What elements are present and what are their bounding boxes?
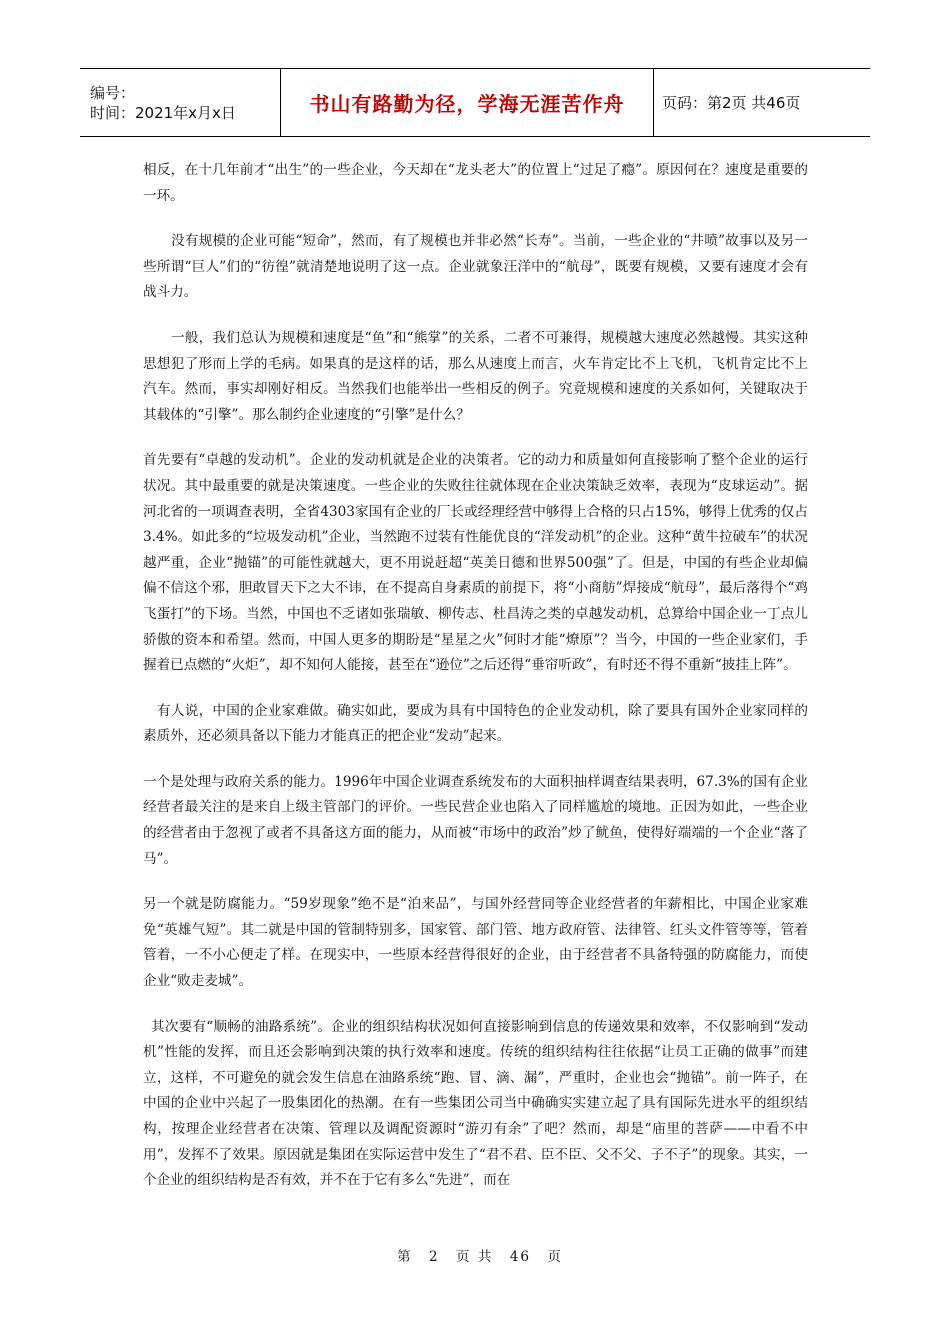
- footer-page-number: 2: [428, 1249, 440, 1265]
- paragraph: 没有规模的企业可能“短命”，然而，有了规模也并非必然“长寿”。当前，一些企业的“井喷”故事以及另一些所谓“巨人”们的“彷徨”就清楚地说明了这一点。企业就象汪洋中的“航母”，既要有规模，又要有速度才会有战斗力。: [143, 233, 808, 301]
- header-page-info: [654, 69, 870, 136]
- paragraph: 首先要有“卓越的发动机”。企业的发动机就是企业的决策者。它的动力和质量如何直接影响了整个企业的运行状况。其中最重要的就是决策速度。一些企业的失败往往就体现在企业决策缺乏效率，表现为“皮球运动”。据河北省的一项调查表明，全省4303家国有企业的厂长或经理经营中够得上合格的只占15%，够得上优秀的仅占3.4%。如此多的“垃圾发动机”企业，当然跑不过装有性能优良的“洋发动机”的企业。这种“黄牛拉破车”的状况越严重，企业“抛锚”的可能性就越大，更不用说赶超“英美日德和世界500强”了。但是，中国的有些企业却偏偏不信这个邪，胆敢冒天下之大不讳，在不提高自身素质的前提下，将“小商舫”焊接成“航母”，最后落得个“鸡飞蛋打”的下场。当然，中国也不乏诸如张瑞敏、柳传志、杜昌涛之类的卓越发动机，总算给中国企业一丁点儿骄傲的资本和希望。然而，中国人更多的期盼是“星星之火”何时才能“燎原”？当今，中国的一些企业家们，手握着已点燃的“火炬”，却不知何人能接，甚至在“逊位”之后还得“垂帘听政”，有时还不得不重新“披挂上阵”。: [143, 452, 808, 674]
- header-meta: [80, 69, 280, 136]
- code-label: 编号：: [90, 83, 136, 102]
- paragraph: 另一个就是防腐能力。“59岁现象”绝不是“泊来品”，与国外经营同等企业经营者的年薪相比，中国企业家难免“英雄气短”。其二就是中国的管制特别多，国家管、部门管、地方政府管、法律管、红头文件管等等，管着管着，一不小心便走了样。在现实中，一些原本经营得很好的企业，由于经营者不具备特强的防腐能力，而使企业“败走麦城”。: [143, 896, 808, 990]
- time-label: 时间：2021年x月x日: [90, 103, 236, 122]
- document-body: [143, 158, 808, 1214]
- paragraph: 一般，我们总认为规模和速度是“鱼”和“熊掌”的关系，二者不可兼得，规模越大速度必然越慢。其实这种思想犯了形而上学的毛病。如果真的是这样的话，那么从速度上而言，火车肯定比不上飞机，飞机肯定比不上汽车。然而，事实却刚好相反。当然我们也能举出一些相反的例子。究竟规模和速度的关系如何，关键取决于其载体的“引擎”。那么制约企业速度的“引擎”是什么？: [143, 329, 808, 423]
- page-header: [80, 68, 870, 137]
- footer-total-pages: 46: [509, 1249, 532, 1265]
- header-motto: [280, 69, 654, 136]
- page-footer: [0, 1245, 950, 1265]
- motto-text: 书山有路勤为径，学海无涯苦作舟: [309, 92, 625, 116]
- paragraph: 其次要有“顺畅的油路系统”。企业的组织结构状况如何直接影响到信息的传递效果和效率，不仅影响到“发动机”性能的发挥，而且还会影响到决策的执行效率和速度。传统的组织结构往往依据“让员工正确的做事”而建立，这样，不可避免的就会发生信息在油路系统“跑、冒、滴、漏”，严重时，企业也会“抛锚”。前一阵子，在中国的企业中兴起了一股集团化的热潮。在有一些集团公司当中确确实实建立起了具有国际先进水平的组织结构，按理企业经营者在决策、管理以及调配资源时“游刃有余”了吧？然而，却是“庙里的菩萨——中看不中用”，发挥不了效果。原因就是集团在实际运营中发生了“君不君、臣不臣、父不父、子不子”的现象。其实，一个企业的组织结构是否有效，并不在于它有多么“先进”，而在: [143, 1018, 808, 1189]
- footer-prefix: 第: [397, 1249, 413, 1265]
- footer-suffix: 页: [547, 1249, 563, 1265]
- footer-middle: 页 共: [455, 1249, 494, 1265]
- paragraph: 有人说，中国的企业家难做。确实如此，要成为具有中国特色的企业发动机，除了要具有国外企业家同样的素质外，还必须具备以下能力才能真正的把企业“发动”起来。: [143, 702, 808, 745]
- paragraph: 相反，在十几年前才“出生”的一些企业，今天却在“龙头老大”的位置上“过足了瘾”。原因何在？速度是重要的一环。: [143, 162, 808, 204]
- paragraph: 一个是处理与政府关系的能力。1996年中国企业调查系统发布的大面积抽样调查结果表明，67.3%的国有企业经营者最关注的是来自上级主管部门的评价。一些民营企业也陷入了同样尴尬的境地。正因为如此，一些企业的经营者由于忽视了或者不具备这方面的能力，从而被“市场中的政治”炒了鱿鱼，使得好端端的一个企业“落了马”。: [143, 773, 808, 867]
- page-label: 页码：第2页 共46页: [662, 94, 801, 112]
